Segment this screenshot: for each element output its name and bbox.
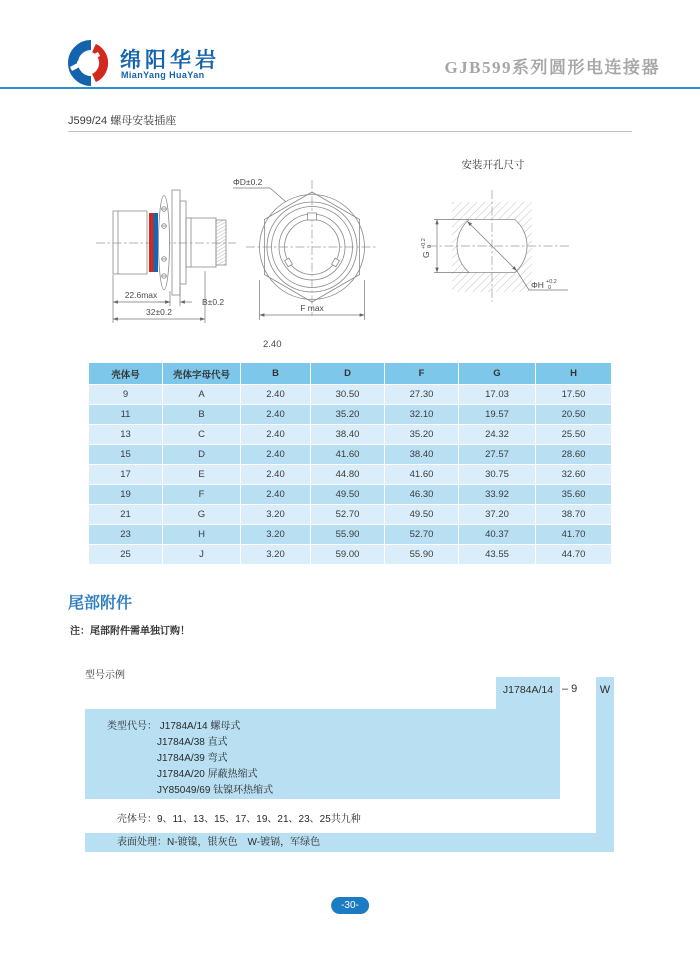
dim-hole-diameter: [531, 279, 557, 291]
table-cell: 44.70: [536, 545, 611, 564]
table-cell: 38.70: [536, 505, 611, 524]
table-cell: 38.40: [311, 425, 384, 444]
table-cell: 24.32: [459, 425, 535, 444]
table-cell: 17: [89, 465, 162, 484]
svg-text:ΦH: ΦH: [531, 280, 544, 290]
spec-table-body: [89, 385, 611, 564]
page-number-badge: -30-: [331, 897, 369, 914]
spec-table-head-row: [89, 363, 611, 384]
column-header: D: [311, 363, 384, 384]
type-code-line: [85, 719, 560, 735]
table-cell: 15: [89, 445, 162, 464]
table-cell: 43.55: [459, 545, 535, 564]
table-cell: 13: [89, 425, 162, 444]
table-cell: 33.92: [459, 485, 535, 504]
table-cell: 41.60: [385, 465, 458, 484]
table-row: [89, 465, 611, 484]
table-cell: 27.57: [459, 445, 535, 464]
table-cell: 20.50: [536, 405, 611, 424]
model-shell-segment: – 9: [562, 683, 578, 695]
table-cell: 55.90: [311, 525, 384, 544]
model-finish-segment: W: [596, 677, 614, 852]
table-cell: 59.00: [311, 545, 384, 564]
section-title: J599/24 螺母安装插座: [68, 115, 177, 127]
threaded-end: [216, 220, 226, 265]
table-row: [89, 485, 611, 504]
red-band: [149, 213, 154, 272]
table-cell: 38.40: [385, 445, 458, 464]
table-cell: 19.57: [459, 405, 535, 424]
note-value: 2.40: [263, 339, 282, 350]
type-code-item: J1784A/14 螺母式: [159, 721, 241, 732]
table-cell: 37.20: [459, 505, 535, 524]
table-row: [89, 425, 611, 444]
table-cell: 3.20: [241, 525, 310, 544]
table-cell: 41.60: [311, 445, 384, 464]
dim-outer-diameter: ΦD±0.2: [233, 177, 263, 187]
table-row: [89, 405, 611, 424]
table-cell: 3.20: [241, 545, 310, 564]
table-row: [89, 505, 611, 524]
table-cell: 25: [89, 545, 162, 564]
company-logo-icon: [58, 40, 116, 86]
table-cell: D: [163, 445, 240, 464]
column-header: 壳体号: [89, 363, 162, 384]
column-header: 壳体字母代号: [163, 363, 240, 384]
table-cell: 49.50: [385, 505, 458, 524]
type-code-rest: [85, 735, 560, 799]
series-title: GJB599系列圆形电连接器: [444, 58, 660, 77]
table-cell: 28.60: [536, 445, 611, 464]
key-notch: [308, 213, 317, 220]
table-cell: 27.30: [385, 385, 458, 404]
mounting-plate: [172, 190, 180, 295]
table-cell: 2.40: [241, 385, 310, 404]
svg-text:0: 0: [548, 285, 552, 291]
front-view-drawing: [230, 168, 400, 353]
type-code-item: J1784A/20 屏蔽热缩式: [157, 769, 258, 780]
surface-finish-row: 表面处理：N-镀镍，银灰色 W-镀镉，军绿色: [85, 833, 614, 852]
section-divider: [68, 131, 632, 132]
table-cell: 44.80: [311, 465, 384, 484]
panel-cutout-drawing: [420, 150, 590, 325]
table-cell: 30.50: [311, 385, 384, 404]
rear-shell: [186, 218, 216, 267]
table-cell: 52.70: [311, 505, 384, 524]
table-cell: 35.20: [311, 405, 384, 424]
table-cell: 30.75: [459, 465, 535, 484]
type-code-item: J1784A/39 弯式: [157, 753, 228, 764]
column-header: F: [385, 363, 458, 384]
table-cell: E: [163, 465, 240, 484]
table-cell: 2.40: [241, 425, 310, 444]
tail-section-heading: 尾部附件: [68, 595, 133, 612]
tail-order-note: 注：尾部附件需单独订购！: [70, 626, 190, 637]
column-header: G: [459, 363, 535, 384]
cutout-title: 安装开孔尺寸: [461, 159, 525, 171]
table-cell: 55.90: [385, 545, 458, 564]
table-cell: F: [163, 485, 240, 504]
mounting-flange: [159, 196, 170, 290]
table-cell: 32.10: [385, 405, 458, 424]
table-cell: 35.60: [536, 485, 611, 504]
table-row: [89, 525, 611, 544]
table-cell: 40.37: [459, 525, 535, 544]
table-cell: 11: [89, 405, 162, 424]
column-header: H: [536, 363, 611, 384]
svg-text:+0.2: +0.2: [421, 238, 427, 249]
column-header: B: [241, 363, 310, 384]
blue-band: [154, 213, 159, 272]
table-row: [89, 385, 611, 404]
type-code-label: 类型代号：: [107, 721, 157, 732]
model-example-label: 型号示例: [85, 670, 125, 681]
svg-text:G: G: [421, 251, 431, 258]
rear-plate: [180, 201, 186, 284]
table-row: [89, 445, 611, 464]
table-row: [89, 545, 611, 564]
table-cell: 46.30: [385, 485, 458, 504]
company-name-en: MianYang HuaYan: [121, 70, 205, 80]
dim-flat-height: [421, 238, 433, 258]
table-cell: 2.40: [241, 485, 310, 504]
type-code-box: [85, 709, 560, 799]
company-name-cn: 绵阳华岩: [120, 49, 220, 72]
table-cell: C: [163, 425, 240, 444]
dim-panel-thickness: B±0.2: [202, 297, 225, 307]
dim-flange-width: F max: [300, 303, 324, 313]
table-cell: 3.20: [241, 505, 310, 524]
dimension-table: [88, 362, 612, 565]
table-cell: J: [163, 545, 240, 564]
table-cell: G: [163, 505, 240, 524]
table-cell: 21: [89, 505, 162, 524]
svg-text:+0.2: +0.2: [546, 279, 557, 285]
table-cell: B: [163, 405, 240, 424]
dim-front-length: 22.6max: [124, 290, 158, 300]
table-cell: 17.50: [536, 385, 611, 404]
table-cell: H: [163, 525, 240, 544]
shell-sizes-line: 壳体号：9、11、13、15、17、19、21、23、25共九种: [117, 814, 361, 825]
table-cell: 25.50: [536, 425, 611, 444]
table-cell: 35.20: [385, 425, 458, 444]
table-cell: 32.60: [536, 465, 611, 484]
table-cell: 52.70: [385, 525, 458, 544]
table-cell: 2.40: [241, 465, 310, 484]
table-cell: 41.70: [536, 525, 611, 544]
table-cell: 9: [89, 385, 162, 404]
table-cell: 19: [89, 485, 162, 504]
table-cell: A: [163, 385, 240, 404]
dim-total-length: 32±0.2: [146, 307, 172, 317]
table-cell: 2.40: [241, 445, 310, 464]
svg-text:0: 0: [427, 244, 433, 248]
table-cell: 17.03: [459, 385, 535, 404]
type-code-item: J1784A/38 直式: [157, 737, 228, 748]
model-type-segment: J1784A/14: [496, 677, 560, 710]
table-cell: 23: [89, 525, 162, 544]
type-code-item: JY85049/69 钛镍环热缩式: [157, 785, 274, 796]
table-cell: 2.40: [241, 405, 310, 424]
header-divider: [0, 87, 700, 89]
table-cell: 49.50: [311, 485, 384, 504]
side-view-drawing: [90, 165, 240, 330]
